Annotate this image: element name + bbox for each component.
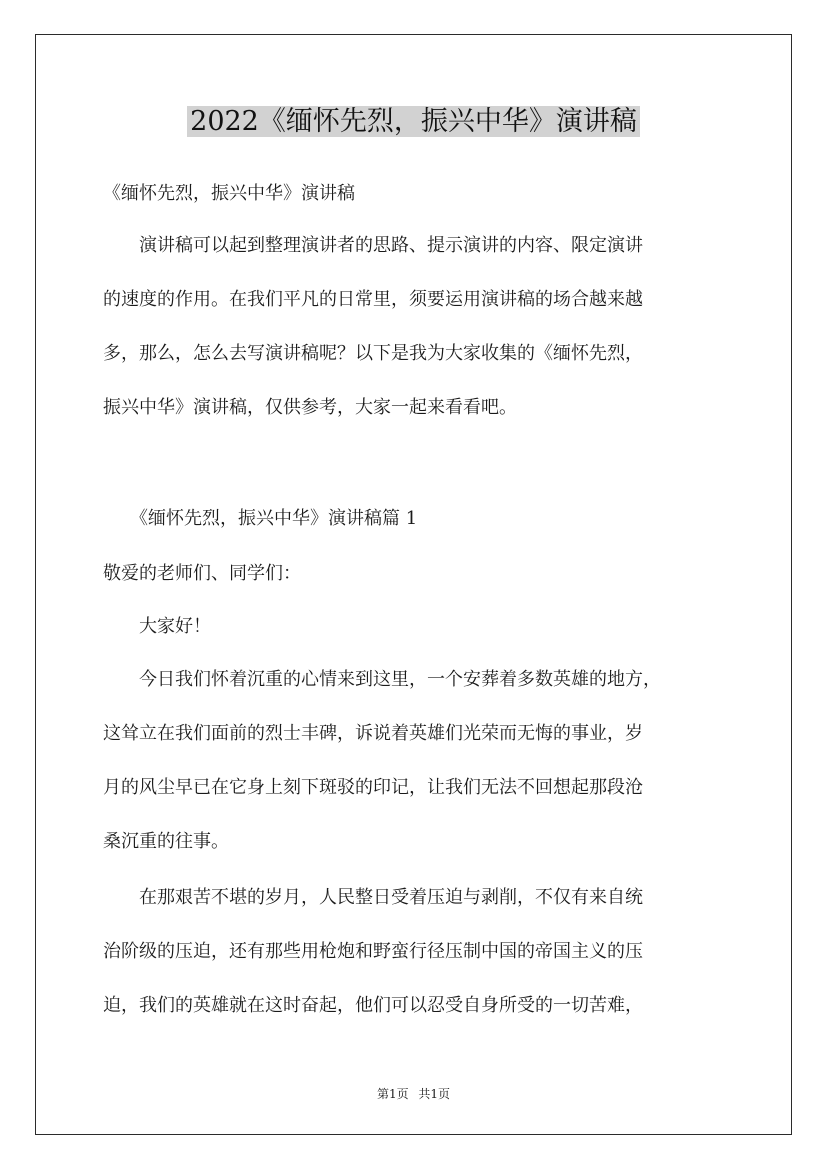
- intro-paragraph: [103, 219, 643, 435]
- para2-line-2: 治阶级的压迫，还有那些用枪炮和野蛮行径压制中国的帝国主义的压: [103, 941, 643, 962]
- section-heading: 《缅怀先烈，振兴中华》演讲稿篇 1: [103, 508, 418, 529]
- para1-line-2: 这耸立在我们面前的烈士丰碑，诉说着英雄们光荣而无悔的事业，岁: [103, 723, 643, 744]
- para2-line-1: 在那艰苦不堪的岁月，人民整日受着压迫与剥削，不仅有来自统: [103, 887, 643, 908]
- document-title-text: 2022《缅怀先烈，振兴中华》演讲稿: [187, 106, 640, 137]
- intro-line-1: 演讲稿可以起到整理演讲者的思路、提示演讲的内容、限定演讲: [103, 235, 643, 256]
- page-footer: 第1页 共1页: [376, 1087, 451, 1101]
- intro-line-4: 振兴中华》演讲稿，仅供参考，大家一起来看看吧。: [103, 397, 517, 418]
- paragraph-2: [103, 871, 643, 1033]
- para1-line-1: 今日我们怀着沉重的心情来到这里，一个安葬着多数英雄的地方，: [103, 669, 661, 690]
- para2-line-3: 迫，我们的英雄就在这时奋起，他们可以忍受自身所受的一切苦难，: [103, 995, 643, 1016]
- paragraph-1: [103, 653, 661, 869]
- para1-line-4: 桑沉重的往事。: [103, 831, 229, 852]
- para1-line-3: 月的风尘早已在它身上刻下斑驳的印记，让我们无法不回想起那段沧: [103, 777, 643, 798]
- salutation: 敬爱的老师们、同学们：: [103, 563, 301, 584]
- intro-line-3: 多，那么，怎么去写演讲稿呢？以下是我为大家收集的《缅怀先烈，: [103, 343, 643, 364]
- greeting: 大家好！: [103, 616, 211, 637]
- intro-line-2: 的速度的作用。在我们平凡的日常里，须要运用演讲稿的场合越来越: [103, 289, 643, 310]
- document-title: [0, 100, 827, 144]
- subtitle: 《缅怀先烈，振兴中华》演讲稿: [103, 183, 355, 204]
